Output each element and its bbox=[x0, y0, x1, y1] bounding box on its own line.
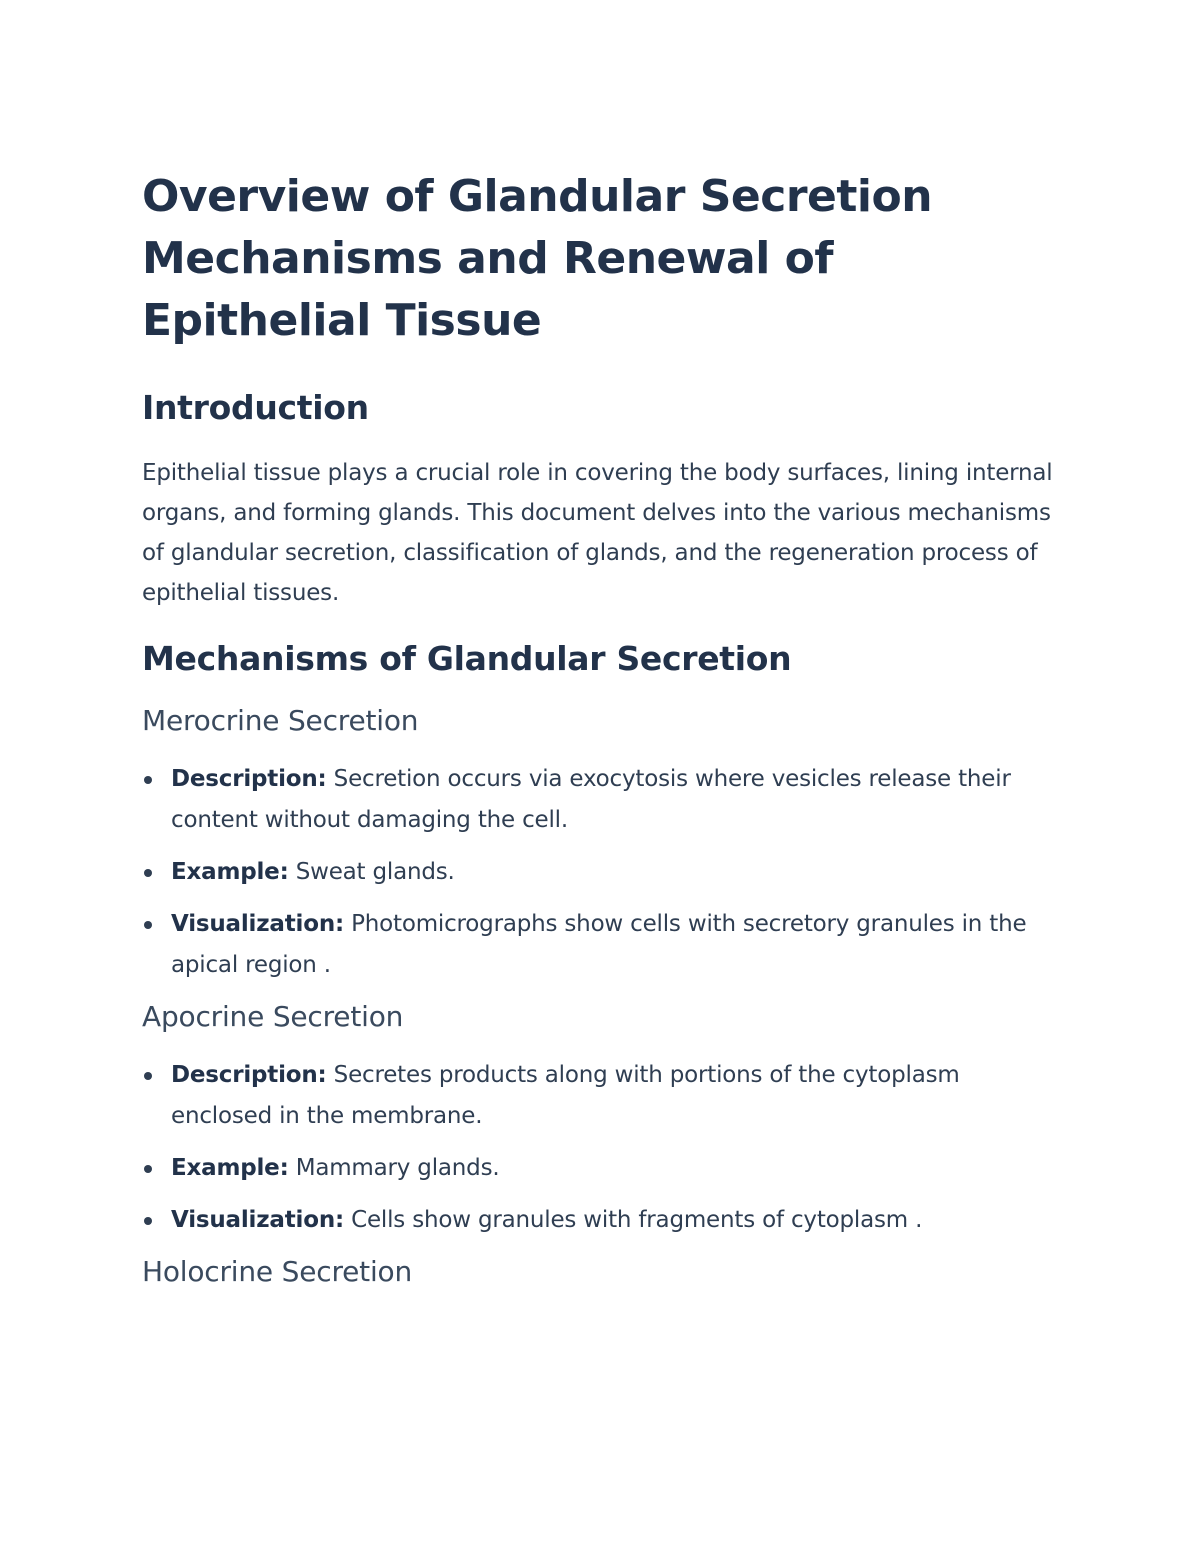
list-item bbox=[142, 1055, 1062, 1137]
page-title: Overview of Glandular Secretion Mechanisms and Renewal of Epithelial Tissue bbox=[142, 171, 933, 346]
introduction-paragraph: Epithelial tissue plays a crucial role in covering the body surfaces, lining internal organs, and forming glands. This document delves into the various mechanisms of glandular secretion, classification of glands, and the regeneration process of epithelial tissues. bbox=[142, 460, 1053, 606]
bullet-icon bbox=[144, 869, 152, 877]
item-text: Mammary glands. bbox=[288, 1155, 500, 1181]
bullet-icon bbox=[144, 1072, 152, 1080]
bullet-icon bbox=[144, 1165, 152, 1173]
item-text: Photomicrographs show cells with secretory granules in the apical region . bbox=[171, 911, 1027, 978]
list-item bbox=[142, 852, 1062, 893]
holocrine-heading: Holocrine Secretion bbox=[142, 1255, 413, 1288]
item-label: Description: bbox=[171, 1062, 327, 1088]
mechanisms-heading: Mechanisms of Glandular Secretion bbox=[142, 639, 792, 678]
item-label: Description: bbox=[171, 766, 327, 792]
merocrine-list bbox=[142, 759, 1062, 986]
item-label: Example: bbox=[171, 1155, 289, 1181]
item-text: Secretes products along with portions of the cytoplasm enclosed in the membrane. bbox=[171, 1062, 960, 1129]
document-page bbox=[142, 166, 1062, 1288]
bullet-icon bbox=[144, 776, 152, 784]
item-label: Visualization: bbox=[171, 911, 344, 937]
item-label: Example: bbox=[171, 859, 289, 885]
list-item bbox=[142, 1148, 1062, 1189]
introduction-heading: Introduction bbox=[142, 388, 369, 427]
merocrine-heading: Merocrine Secretion bbox=[142, 704, 419, 737]
list-item bbox=[142, 1200, 1062, 1241]
list-item bbox=[142, 759, 1062, 841]
item-label: Visualization: bbox=[171, 1207, 344, 1233]
apocrine-list bbox=[142, 1055, 1062, 1241]
bullet-icon bbox=[144, 1217, 152, 1225]
list-item bbox=[142, 904, 1062, 986]
apocrine-heading: Apocrine Secretion bbox=[142, 1000, 404, 1033]
item-text: Sweat glands. bbox=[288, 859, 455, 885]
item-text: Secretion occurs via exocytosis where vesicles release their content without damaging the cell. bbox=[171, 766, 1011, 833]
item-text: Cells show granules with fragments of cytoplasm . bbox=[344, 1207, 923, 1233]
bullet-icon bbox=[144, 921, 152, 929]
